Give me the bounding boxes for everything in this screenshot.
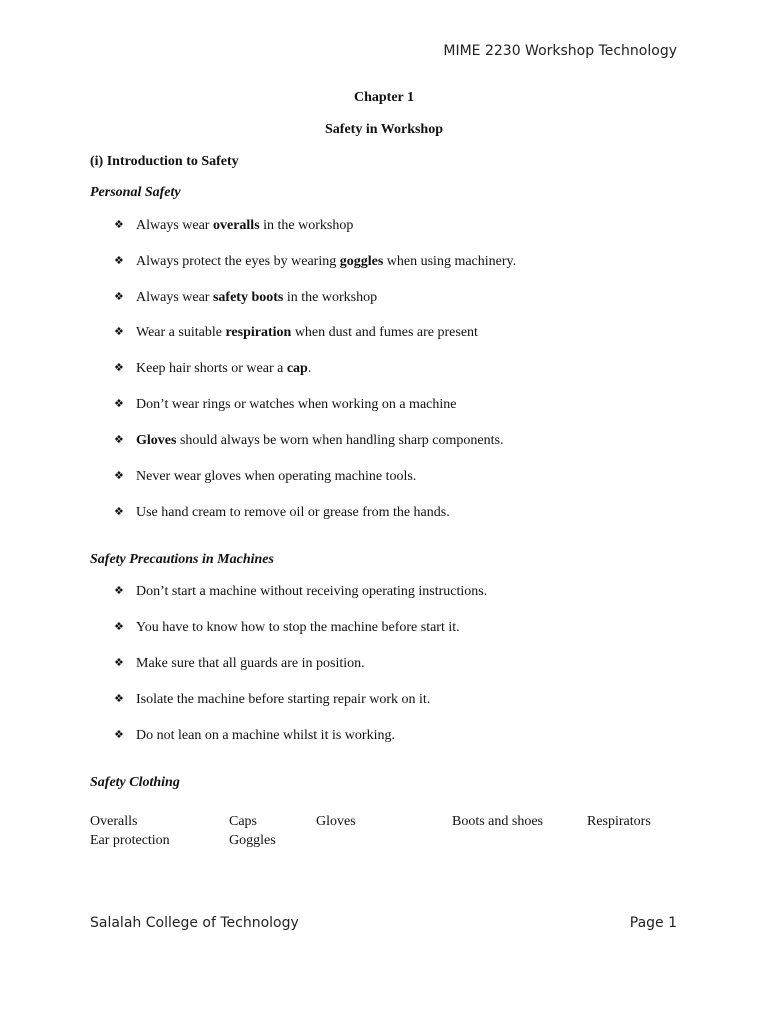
machine-safety-heading: Safety Precautions in Machines [90,552,274,567]
list-item: ❖ Always protect the eyes by wearing goggles when using machinery. [114,254,517,269]
diamond-bullet-icon: ❖ [114,254,124,267]
diamond-bullet-icon: ❖ [114,290,124,303]
diamond-bullet-icon: ❖ [114,469,124,482]
clothing-item-ear-protection: Ear protection [90,833,170,848]
diamond-bullet-icon: ❖ [114,728,124,741]
list-item: ❖ Keep hair shorts or wear a cap. [114,361,312,376]
diamond-bullet-icon: ❖ [114,656,124,669]
list-item: ❖ Isolate the machine before starting repair work on it. [114,692,431,707]
list-item: ❖ Make sure that all guards are in position. [114,656,365,671]
list-item: ❖ Don’t start a machine without receiving operating instructions. [114,584,488,599]
safety-clothing-heading: Safety Clothing [90,775,180,790]
diamond-bullet-icon: ❖ [114,325,124,338]
diamond-bullet-icon: ❖ [114,397,124,410]
list-item: ❖ Never wear gloves when operating machine tools. [114,469,417,484]
personal-safety-heading: Personal Safety [90,185,181,200]
list-item: ❖ Don’t wear rings or watches when working on a machine [114,397,457,412]
clothing-item-respirators: Respirators [587,814,651,829]
diamond-bullet-icon: ❖ [114,361,124,374]
diamond-bullet-icon: ❖ [114,584,124,597]
list-item: ❖ Do not lean on a machine whilst it is working. [114,728,395,743]
page-header-course: MIME 2230 Workshop Technology [443,43,677,59]
chapter-subtitle: Safety in Workshop [325,122,443,137]
chapter-title: Chapter 1 [353,90,415,105]
footer-page-number: Page 1 [629,915,677,931]
clothing-item-caps: Caps [229,814,257,829]
diamond-bullet-icon: ❖ [114,218,124,231]
list-item: ❖ Use hand cream to remove oil or grease from the hands. [114,505,450,520]
diamond-bullet-icon: ❖ [114,433,124,446]
intro-heading: (i) Introduction to Safety [90,154,239,169]
list-item: ❖ Wear a suitable respiration when dust and fumes are present [114,325,478,340]
list-item: ❖ Gloves should always be worn when handling sharp components. [114,433,504,448]
footer-college: Salalah College of Technology [90,915,299,931]
list-item: ❖ You have to know how to stop the machine before start it. [114,620,460,635]
clothing-item-overalls: Overalls [90,814,138,829]
diamond-bullet-icon: ❖ [114,620,124,633]
clothing-item-boots: Boots and shoes [452,814,543,829]
diamond-bullet-icon: ❖ [114,692,124,705]
list-item: ❖ Always wear overalls in the workshop [114,218,354,233]
list-item: ❖ Always wear safety boots in the workshop [114,290,378,305]
clothing-item-goggles: Goggles [229,833,276,848]
clothing-item-gloves: Gloves [316,814,356,829]
diamond-bullet-icon: ❖ [114,505,124,518]
